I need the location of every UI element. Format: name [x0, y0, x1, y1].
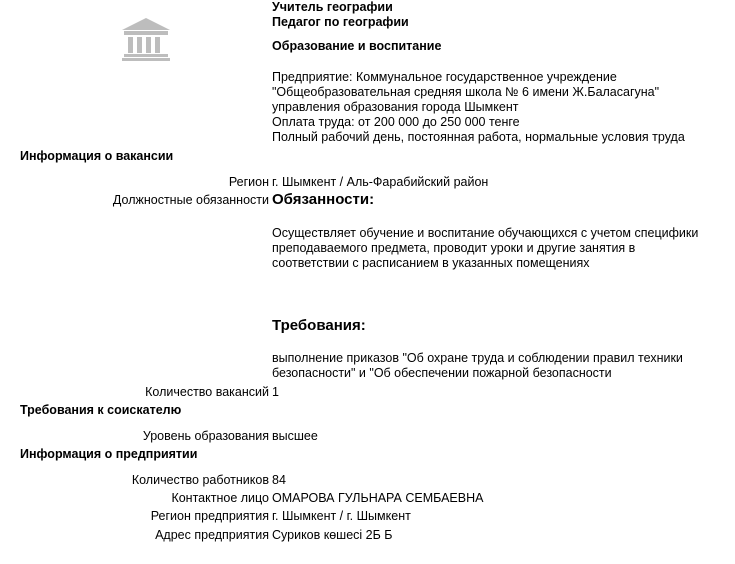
schedule: Полный рабочий день, постоянная работа, нормальные условия труда — [272, 130, 685, 144]
duties-line-1: Осуществляет обучение и воспитание обучающихся с учетом специфики — [272, 226, 699, 240]
address-label: Адрес предприятия — [155, 528, 269, 542]
company-region-value: г. Шымкент / г. Шымкент — [272, 509, 411, 523]
bank-building-icon — [120, 16, 172, 62]
requirements-line-2: безопасности" и "Об обеспечении пожарной безопасности — [272, 366, 612, 380]
duties-line-2: преподаваемого предмета, проводит уроки и другие занятия в — [272, 241, 636, 255]
employees-value: 84 — [272, 473, 286, 487]
region-label: Регион — [228, 175, 269, 189]
job-category: Образование и воспитание — [272, 39, 442, 53]
contact-label: Контактное лицо — [171, 491, 269, 505]
vacancy-count-label: Количество вакансий — [145, 385, 269, 399]
region-value: г. Шымкент / Аль-Фарабийский район — [272, 175, 489, 189]
duties-label: Должностные обязанности — [112, 193, 269, 207]
duties-line-3: соответствии с расписанием в указанных помещениях — [272, 256, 590, 270]
address-value: Суриков көшесі 2Б Б — [272, 528, 393, 542]
company-line-1: Предприятие: Коммунальное государственное учреждение — [272, 70, 617, 84]
salary: Оплата труда: от 200 000 до 250 000 тенге — [272, 115, 520, 129]
contact-value: ОМАРОВА ГУЛЬНАРА СЕМБАЕВНА — [272, 491, 484, 505]
requirements-line-1: выполнение приказов "Об охране труда и соблюдении правил техники — [272, 351, 683, 365]
employees-label: Количество работников — [131, 473, 269, 487]
education-label: Уровень образования — [142, 429, 269, 443]
job-title: Учитель географии — [272, 0, 393, 14]
section-heading-vacancy: Информация о вакансии — [20, 149, 174, 163]
vacancy-count-value: 1 — [272, 385, 279, 399]
duties-heading: Обязанности: — [272, 191, 375, 208]
job-subtitle: Педагог по географии — [272, 15, 409, 29]
company-line-3: управления образования города Шымкент — [272, 100, 519, 114]
requirements-heading: Требования: — [272, 317, 366, 334]
section-heading-company: Информация о предприятии — [20, 447, 198, 461]
company-line-2: "Общеобразовательная средняя школа № 6 имени Ж.Баласагуна" — [272, 85, 660, 99]
section-heading-candidate: Требования к соискателю — [20, 403, 182, 417]
education-value: высшее — [272, 429, 318, 443]
company-region-label: Регион предприятия — [150, 509, 269, 523]
